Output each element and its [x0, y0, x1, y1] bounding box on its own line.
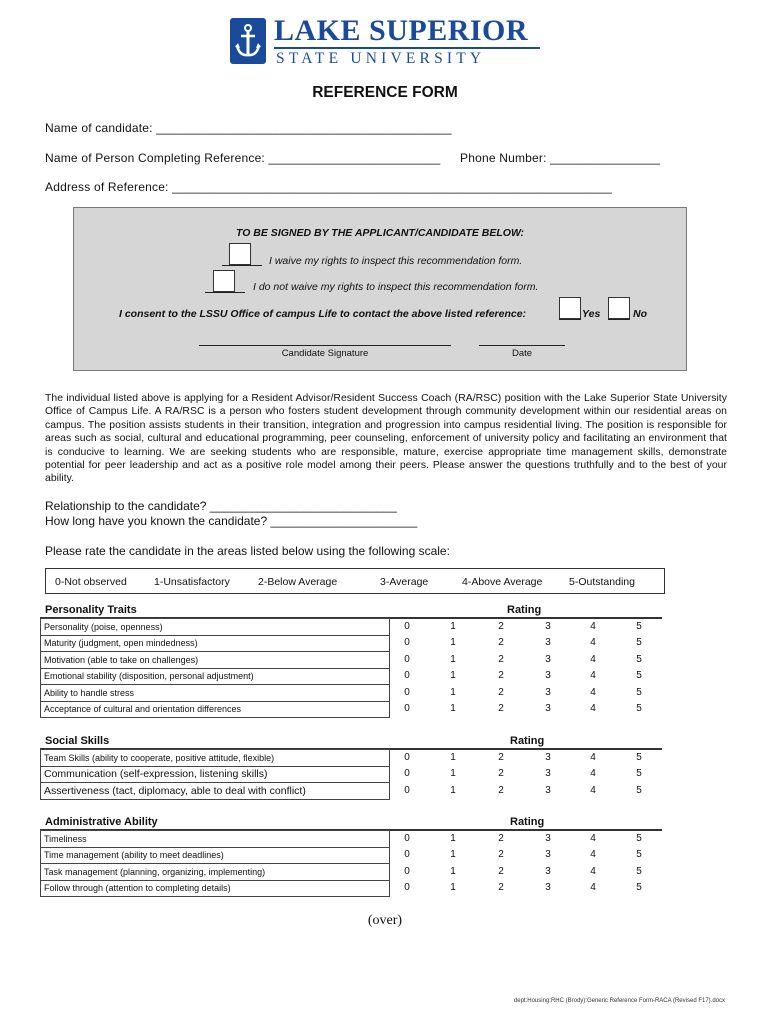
logo-shield: [230, 18, 266, 64]
rating-header: Rating: [510, 816, 545, 828]
rating-value-1[interactable]: 1: [450, 751, 456, 763]
phone-number-field[interactable]: Phone Number: ________________: [460, 151, 661, 165]
trait-label: Time management (ability to meet deadlines): [41, 847, 390, 864]
known-duration-field[interactable]: How long have you known the candidate? ______________________: [45, 514, 418, 528]
rating-options[interactable]: [390, 880, 661, 897]
rating-options[interactable]: [390, 847, 661, 864]
rating-options[interactable]: [390, 783, 661, 800]
rating-value-5[interactable]: 5: [636, 882, 642, 893]
rating-value-2[interactable]: 2: [498, 768, 504, 779]
rating-value-5[interactable]: 5: [636, 686, 642, 698]
rating-value-3[interactable]: 3: [545, 686, 551, 698]
rating-value-5[interactable]: 5: [636, 670, 642, 681]
not-waive-checkbox[interactable]: [213, 270, 235, 292]
rating-value-1[interactable]: 1: [450, 865, 456, 877]
rating-value-2[interactable]: 2: [498, 865, 504, 877]
rating-value-5[interactable]: 5: [636, 620, 642, 632]
section-title-personality: Personality Traits: [45, 604, 137, 616]
rating-value-1[interactable]: 1: [450, 768, 456, 779]
consent-no-label: No: [633, 308, 647, 320]
rating-value-3[interactable]: 3: [545, 653, 551, 665]
administrative-table: [40, 830, 661, 897]
rating-header: Rating: [510, 735, 545, 747]
rating-value-0[interactable]: 0: [404, 637, 410, 648]
address-field[interactable]: Address of Reference: ________________________________________________________________: [45, 180, 613, 194]
rating-options[interactable]: [390, 701, 661, 718]
scale-item: 2-Below Average: [258, 576, 338, 588]
form-title: REFERENCE FORM: [312, 84, 458, 101]
rating-value-5[interactable]: 5: [636, 849, 642, 860]
trait-label: Emotional stability (disposition, personal adjustment): [41, 668, 390, 685]
table-row: [41, 880, 661, 897]
rating-value-2[interactable]: 2: [498, 686, 504, 698]
rating-value-4[interactable]: 4: [590, 751, 596, 763]
rating-value-3[interactable]: 3: [545, 768, 551, 779]
rating-value-5[interactable]: 5: [636, 832, 642, 844]
rating-value-4[interactable]: 4: [590, 865, 596, 877]
date-line[interactable]: [479, 345, 565, 346]
logo-line1: LAKE SUPERIOR: [274, 14, 529, 47]
rating-value-3[interactable]: 3: [545, 882, 551, 893]
table-row: [41, 831, 661, 848]
table-row: [41, 847, 661, 864]
rating-value-3[interactable]: 3: [545, 865, 551, 877]
rating-header: Rating: [507, 604, 542, 616]
rating-value-1[interactable]: 1: [450, 849, 456, 860]
rating-value-5[interactable]: 5: [636, 751, 642, 763]
rating-options[interactable]: [390, 685, 661, 702]
table-row: [41, 685, 661, 702]
footer-path: dept:Housing:RHC (Brody):Generic Reference Form-RACA (Revised F17).docx: [513, 998, 725, 1004]
rating-options[interactable]: [390, 668, 661, 685]
rating-value-0[interactable]: 0: [404, 768, 410, 779]
table-row: [41, 619, 661, 636]
trait-label: Personality (poise, openness): [41, 619, 390, 636]
rating-value-1[interactable]: 1: [450, 703, 456, 714]
rating-value-0[interactable]: 0: [404, 670, 410, 681]
rating-options[interactable]: [390, 652, 661, 669]
over-note: (over): [367, 913, 403, 928]
rating-value-5[interactable]: 5: [636, 637, 642, 648]
rating-value-5[interactable]: 5: [636, 703, 642, 714]
rating-value-0[interactable]: 0: [404, 620, 410, 632]
trait-label: Follow through (attention to completing details): [41, 880, 390, 897]
rating-value-3[interactable]: 3: [545, 832, 551, 844]
no-underline: [608, 319, 630, 320]
rating-value-0[interactable]: 0: [404, 751, 410, 763]
relationship-field[interactable]: Relationship to the candidate? ____________________________: [45, 499, 397, 513]
rating-value-4[interactable]: 4: [590, 653, 596, 665]
university-logo: [230, 16, 550, 68]
rating-value-2[interactable]: 2: [498, 703, 504, 714]
trait-label: Task management (planning, organizing, implementing): [41, 864, 390, 881]
reference-name-field[interactable]: Name of Person Completing Reference: _________________________: [45, 151, 441, 165]
rating-value-2[interactable]: 2: [498, 832, 504, 844]
scale-item: 5-Outstanding: [569, 576, 635, 588]
rating-value-4[interactable]: 4: [590, 882, 596, 893]
waive-underline: [222, 265, 262, 266]
scale-item: 3-Average: [380, 576, 429, 588]
trait-label: Team Skills (ability to cooperate, positive attitude, flexible): [41, 750, 390, 767]
consent-heading: TO BE SIGNED BY THE APPLICANT/CANDIDATE BELOW:: [236, 227, 524, 239]
rating-value-2[interactable]: 2: [498, 637, 504, 648]
table-row: [41, 783, 661, 800]
personality-table: [40, 618, 661, 718]
consent-box: [73, 207, 687, 371]
rating-value-5[interactable]: 5: [636, 784, 642, 796]
rating-value-0[interactable]: 0: [404, 784, 410, 796]
rating-value-0[interactable]: 0: [404, 865, 410, 877]
rating-value-0[interactable]: 0: [404, 686, 410, 698]
rating-value-5[interactable]: 5: [636, 865, 642, 877]
rating-value-2[interactable]: 2: [498, 849, 504, 860]
rating-value-4[interactable]: 4: [590, 832, 596, 844]
rating-value-3[interactable]: 3: [545, 703, 551, 714]
signature-line[interactable]: [199, 345, 451, 346]
rating-options[interactable]: [390, 831, 661, 848]
waive-label: I waive my rights to inspect this recommendation form.: [269, 255, 523, 267]
consent-yes-checkbox[interactable]: [559, 297, 581, 319]
position-description: The individual listed above is applying for a Resident Advisor/Resident Success Coach (RA/RSC) position with the Lake Superior State University Office of Campus Life. A RA/RSC is a person who fosters student development through community development within our residential areas on campus. The position assists students in their transition, integration and progression into campus residential living. The position is responsible for areas such as social, cultural and educational programming, peer counseling, enforcement of university policy and facilitating an environment that is conducive to learning. We are seeking students who are responsible, mature, exercise appropriate time management skills, demonstrate potential for peer leadership and act as a positive role model among their peers. Please answer the questions truthfully and to the best of your ability.: [45, 393, 727, 485]
table-row: [41, 750, 661, 767]
rating-value-1[interactable]: 1: [450, 686, 456, 698]
rating-value-4[interactable]: 4: [590, 768, 596, 779]
scale-item: 1-Unsatisfactory: [154, 576, 230, 588]
rating-value-1[interactable]: 1: [450, 620, 456, 632]
rating-value-2[interactable]: 2: [498, 653, 504, 665]
rating-value-0[interactable]: 0: [404, 703, 410, 714]
rating-value-0[interactable]: 0: [404, 653, 410, 665]
anchor-icon: [234, 23, 262, 59]
rating-value-0[interactable]: 0: [404, 832, 410, 844]
table-row: [41, 635, 661, 652]
candidate-name-field[interactable]: Name of candidate: ___________________________________________: [45, 121, 452, 135]
trait-label: Ability to handle stress: [41, 685, 390, 702]
consent-yes-label: Yes: [582, 308, 601, 320]
trait-label: Maturity (judgment, open mindedness): [41, 635, 390, 652]
rating-options[interactable]: [390, 635, 661, 652]
trait-label: Acceptance of cultural and orientation differences: [41, 701, 390, 718]
rating-value-1[interactable]: 1: [450, 637, 456, 648]
rating-value-4[interactable]: 4: [590, 620, 596, 632]
scale-item: 0-Not observed: [55, 576, 127, 588]
section-title-administrative: Administrative Ability: [45, 816, 158, 828]
section-title-social: Social Skills: [45, 735, 110, 747]
rating-value-4[interactable]: 4: [590, 784, 596, 796]
rating-options[interactable]: [390, 619, 661, 636]
rating-value-2[interactable]: 2: [498, 784, 504, 796]
scale-item: 4-Above Average: [462, 576, 543, 588]
waive-checkbox[interactable]: [229, 243, 251, 265]
trait-label: Assertiveness (tact, diplomacy, able to deal with conflict): [41, 783, 390, 800]
rating-value-3[interactable]: 3: [545, 751, 551, 763]
rating-value-2[interactable]: 2: [498, 882, 504, 893]
rating-value-5[interactable]: 5: [636, 653, 642, 665]
rating-value-3[interactable]: 3: [545, 849, 551, 860]
rating-value-3[interactable]: 3: [545, 637, 551, 648]
rating-value-1[interactable]: 1: [450, 882, 456, 893]
rating-value-2[interactable]: 2: [498, 751, 504, 763]
table-row: [41, 668, 661, 685]
rating-value-3[interactable]: 3: [545, 670, 551, 681]
logo-divider: [274, 47, 540, 49]
rating-options[interactable]: [390, 864, 661, 881]
rating-value-2[interactable]: 2: [498, 670, 504, 681]
trait-label: Timeliness: [41, 831, 390, 848]
not-waive-underline: [205, 292, 245, 293]
rating-value-0[interactable]: 0: [404, 882, 410, 893]
rating-value-1[interactable]: 1: [450, 670, 456, 681]
rating-scale: [45, 568, 665, 594]
rating-value-1[interactable]: 1: [450, 784, 456, 796]
rating-options[interactable]: [390, 750, 661, 767]
table-row: [41, 864, 661, 881]
rating-value-4[interactable]: 4: [590, 703, 596, 714]
rating-value-0[interactable]: 0: [404, 849, 410, 860]
date-label: Date: [511, 348, 533, 359]
rating-value-4[interactable]: 4: [590, 686, 596, 698]
rating-options[interactable]: [390, 766, 661, 783]
social-table: [40, 749, 661, 800]
rating-value-2[interactable]: 2: [498, 620, 504, 632]
rating-value-5[interactable]: 5: [636, 768, 642, 779]
table-row: [41, 652, 661, 669]
signature-label: Candidate Signature: [281, 348, 369, 359]
rating-value-4[interactable]: 4: [590, 849, 596, 860]
trait-label: Motivation (able to take on challenges): [41, 652, 390, 669]
consent-no-checkbox[interactable]: [608, 297, 630, 319]
rating-value-3[interactable]: 3: [545, 784, 551, 796]
rating-value-4[interactable]: 4: [590, 637, 596, 648]
table-row: [41, 766, 661, 783]
rating-value-1[interactable]: 1: [450, 832, 456, 844]
rating-value-1[interactable]: 1: [450, 653, 456, 665]
not-waive-label: I do not waive my rights to inspect this recommendation form.: [253, 281, 539, 293]
rating-value-3[interactable]: 3: [545, 620, 551, 632]
yes-underline: [559, 319, 581, 320]
scale-intro: Please rate the candidate in the areas listed below using the following scale:: [45, 544, 450, 558]
trait-label: Communication (self-expression, listening skills): [41, 766, 390, 783]
contact-consent-label: I consent to the LSSU Office of campus Life to contact the above listed reference:: [119, 308, 527, 320]
rating-value-4[interactable]: 4: [590, 670, 596, 681]
logo-line2: STATE UNIVERSITY: [276, 50, 486, 67]
table-row: [41, 701, 661, 718]
